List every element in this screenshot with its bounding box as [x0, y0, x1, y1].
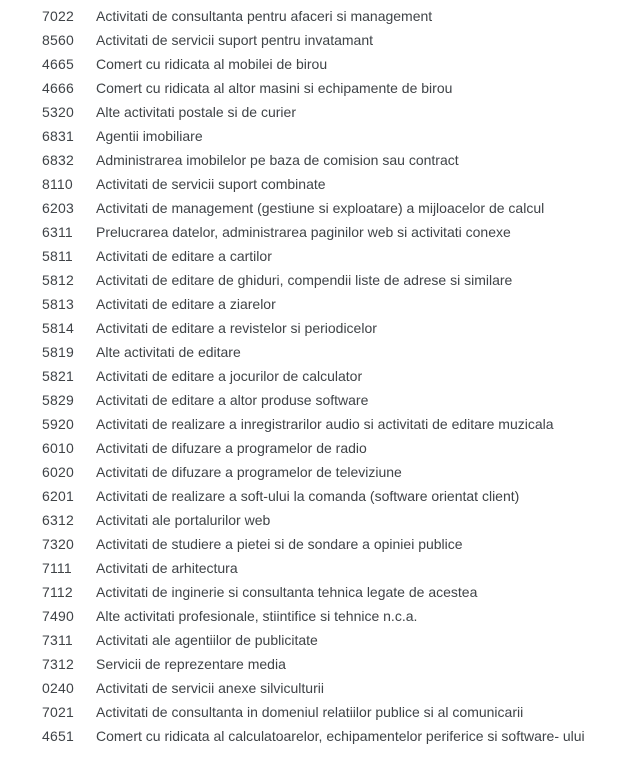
- table-row: [0, 292, 622, 316]
- activity-label: Activitati de studiere a pietei si de sondare a opiniei publice: [96, 536, 463, 552]
- activity-label: Activitati de servicii suport combinate: [96, 176, 326, 192]
- caen-code: 8110: [42, 176, 73, 192]
- caen-code: 5920: [42, 416, 74, 432]
- table-row: [0, 508, 622, 532]
- table-row: [0, 676, 622, 700]
- caen-code: 5320: [42, 104, 74, 120]
- activity-label: Agentii imobiliare: [96, 128, 203, 144]
- caen-code: 5814: [42, 320, 74, 336]
- caen-code: 7311: [42, 632, 73, 648]
- table-row: [0, 52, 622, 76]
- activity-label: Activitati de editare a ziarelor: [96, 296, 276, 312]
- activity-label: Activitati de realizare a soft-ului la comanda (software orientat client): [96, 488, 520, 504]
- activity-label: Alte activitati profesionale, stiintifice si tehnice n.c.a.: [96, 608, 418, 624]
- activity-label: Activitati de consultanta in domeniul relatiilor publice si al comunicarii: [96, 704, 524, 720]
- activity-label: Activitati de editare a cartilor: [96, 248, 272, 264]
- table-row: [0, 268, 622, 292]
- activity-label: Comert cu ridicata al mobilei de birou: [96, 56, 328, 72]
- table-row: [0, 412, 622, 436]
- caen-code: 5821: [42, 368, 74, 384]
- table-row: [0, 364, 622, 388]
- activity-label: Alte activitati de editare: [96, 344, 241, 360]
- table-row: [0, 196, 622, 220]
- table-row: [0, 148, 622, 172]
- table-row: [0, 436, 622, 460]
- activity-label: Activitati de editare de ghiduri, compendii liste de adrese si similare: [96, 272, 513, 288]
- activity-label: Activitati de inginerie si consultanta tehnica legate de acestea: [96, 584, 478, 600]
- table-row: [0, 124, 622, 148]
- caen-code: 7022: [42, 8, 74, 24]
- activity-label: Prelucrarea datelor, administrarea paginilor web si activitati conexe: [96, 224, 511, 240]
- caen-code: 7021: [42, 704, 74, 720]
- caen-code: 0240: [42, 680, 74, 696]
- table-row: [0, 604, 622, 628]
- caen-code: 7112: [42, 584, 73, 600]
- table-row: [0, 244, 622, 268]
- table-row: [0, 220, 622, 244]
- table-row: [0, 628, 622, 652]
- caen-code: 5811: [42, 248, 73, 264]
- caen-code: 6010: [42, 440, 74, 456]
- caen-code: 4666: [42, 80, 74, 96]
- caen-code: 5819: [42, 344, 74, 360]
- table-row: [0, 316, 622, 340]
- table-row: [0, 652, 622, 676]
- caen-code: 7312: [42, 656, 74, 672]
- caen-code: 6203: [42, 200, 74, 216]
- table-row: [0, 76, 622, 100]
- caen-list: [0, 4, 622, 748]
- caen-code: 6831: [42, 128, 74, 144]
- table-row: [0, 4, 622, 28]
- caen-code: 4651: [42, 728, 74, 744]
- table-row: [0, 340, 622, 364]
- caen-code: 5813: [42, 296, 74, 312]
- activity-label: Comert cu ridicata al altor masini si echipamente de birou: [96, 80, 453, 96]
- caen-code: 7490: [42, 608, 74, 624]
- table-row: [0, 484, 622, 508]
- caen-code: 6832: [42, 152, 74, 168]
- table-row: [0, 172, 622, 196]
- caen-code: 5812: [42, 272, 74, 288]
- caen-code: 7111: [42, 560, 72, 576]
- activity-label: Activitati de servicii suport pentru invatamant: [96, 32, 374, 48]
- activity-label: Activitati ale portalurilor web: [96, 512, 271, 528]
- activity-label: Activitati de editare a revistelor si periodicelor: [96, 320, 377, 336]
- activity-label: Activitati de editare a altor produse software: [96, 392, 369, 408]
- caen-code: 6312: [42, 512, 74, 528]
- table-row: [0, 700, 622, 724]
- activity-label: Servicii de reprezentare media: [96, 656, 286, 672]
- activity-label: Alte activitati postale si de curier: [96, 104, 296, 120]
- caen-code: 8560: [42, 32, 74, 48]
- activity-label: Activitati de management (gestiune si exploatare) a mijloacelor de calcul: [96, 200, 545, 216]
- table-row: [0, 388, 622, 412]
- activity-label: Activitati de arhitectura: [96, 560, 238, 576]
- caen-code: 7320: [42, 536, 74, 552]
- table-row: [0, 556, 622, 580]
- activity-label: Activitati de consultanta pentru afaceri si management: [96, 8, 433, 24]
- caen-code: 5829: [42, 392, 74, 408]
- table-row: [0, 580, 622, 604]
- caen-code: 6020: [42, 464, 74, 480]
- activity-label: Activitati de editare a jocurilor de calculator: [96, 368, 363, 384]
- table-row: [0, 460, 622, 484]
- activity-label: Activitati de realizare a inregistrarilor audio si activitati de editare muzicala: [96, 416, 554, 432]
- caen-code: 6201: [42, 488, 74, 504]
- table-row: [0, 100, 622, 124]
- table-row: [0, 28, 622, 52]
- caen-code: 6311: [42, 224, 73, 240]
- activity-label: Activitati ale agentiilor de publicitate: [96, 632, 318, 648]
- activity-label: Activitati de servicii anexe silviculturii: [96, 680, 324, 696]
- table-row: [0, 724, 622, 748]
- activity-label: Comert cu ridicata al calculatoarelor, echipamentelor periferice si software- ului: [96, 728, 585, 744]
- activity-label: Activitati de difuzare a programelor de radio: [96, 440, 367, 456]
- table-row: [0, 532, 622, 556]
- caen-code: 4665: [42, 56, 74, 72]
- activity-label: Activitati de difuzare a programelor de televiziune: [96, 464, 402, 480]
- activity-label: Administrarea imobilelor pe baza de comision sau contract: [96, 152, 459, 168]
